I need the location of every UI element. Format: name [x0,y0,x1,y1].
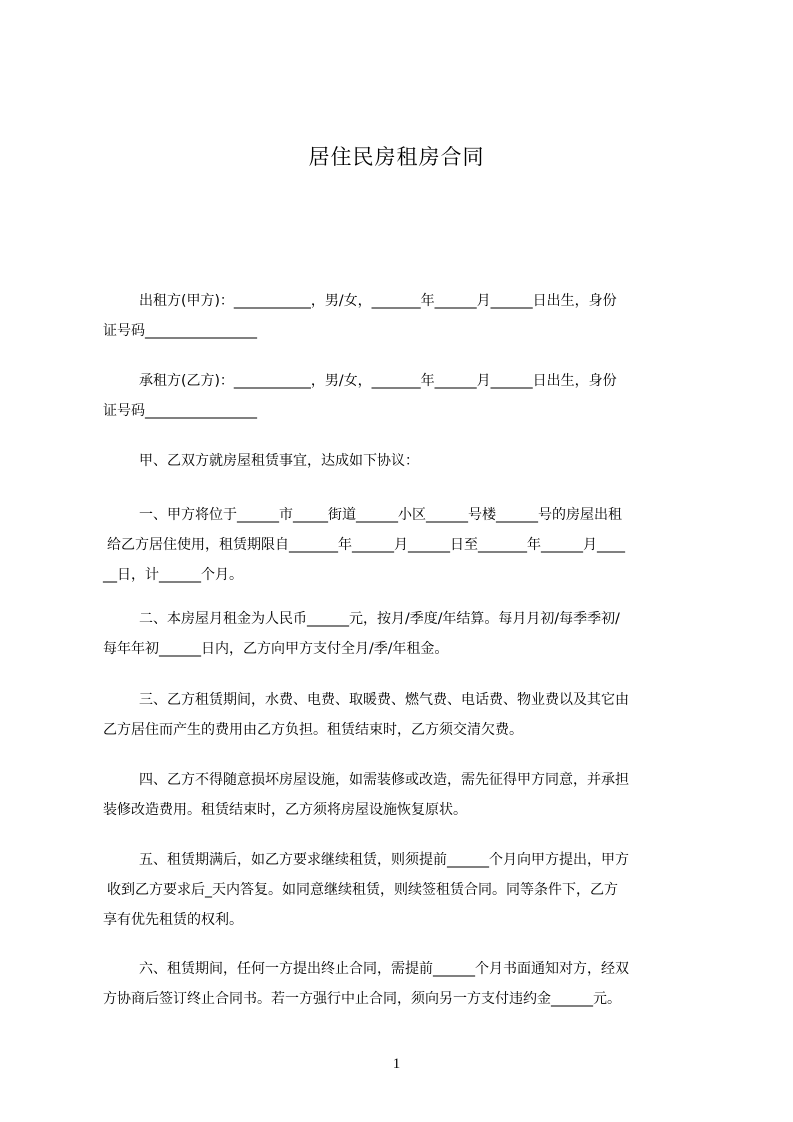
paragraph-line: 六、租赁期间，任何一方提出终止合同，需提前______个月书面通知对方，经双 [139,961,629,977]
paragraph-line: 乙方居住而产生的费用由乙方负担。租赁结束时，乙方须交清欠费。 [103,722,523,738]
paragraph-line: 方协商后签订终止合同书。若一方强行中止合同，须向另一方支付违约金______元。 [103,991,621,1007]
document-title: 居住民房租房合同 [308,145,485,169]
paragraph-line: 甲、乙双方就房屋租赁事宜，达成如下协议： [139,453,419,469]
preamble-paragraph [103,446,703,476]
paragraph-line: 五、租赁期满后，如乙方要求继续租赁，则须提前______个月向甲方提出，甲方 [139,852,629,868]
paragraph-line: 享有优先租赁的权利。 [103,912,243,928]
clause-5-paragraph [103,845,703,935]
page-number: 1 [392,1056,401,1072]
clause-4-paragraph [103,765,703,825]
paragraph-line: 四、乙方不得随意损坏房屋设施，如需装修或改造，需先征得甲方同意，并承担 [139,772,629,788]
paragraph-line: 证号码________________ [103,323,257,339]
paragraph-line: 装修改造费用。租赁结束时，乙方须将房屋设施恢复原状。 [103,802,467,818]
paragraph-line: 一、甲方将位于______市_____街道______小区______号楼______号的房屋出租 [139,507,622,523]
paragraph-line: 三、乙方租赁期间，水费、电费、取暖费、燃气费、电话费、物业费以及其它由 [139,692,629,708]
paragraph-line: 每年年初______日内，乙方向甲方支付全月/季/年租金。 [103,641,449,657]
clause-2-paragraph [103,604,703,664]
paragraph-line: 证号码________________ [103,403,257,419]
paragraph-line: 给乙方居住使用，租赁期限自_______年______月______日至_______年______月____ [107,537,625,553]
clause-6-paragraph [103,954,703,1014]
landlord-paragraph [103,286,703,346]
clause-3-paragraph [103,685,703,745]
paragraph-line: 二、本房屋月租金为人民币______元，按月/季度/年结算。每月月初/每季季初/ [139,611,620,627]
paragraph-line: 出租方(甲方)：___________，男/女，_______年______月______日出生，身份 [139,293,617,309]
paragraph-line: __日，计______个月。 [103,567,243,583]
clause-1-paragraph [103,500,703,590]
paragraph-line: 承租方(乙方)：___________，男/女，_______年______月______日出生，身份 [139,373,617,389]
paragraph-line: 收到乙方要求后_天内答复。如同意继续租赁，则续签租赁合同。同等条件下，乙方 [107,882,618,898]
tenant-paragraph [103,366,703,426]
